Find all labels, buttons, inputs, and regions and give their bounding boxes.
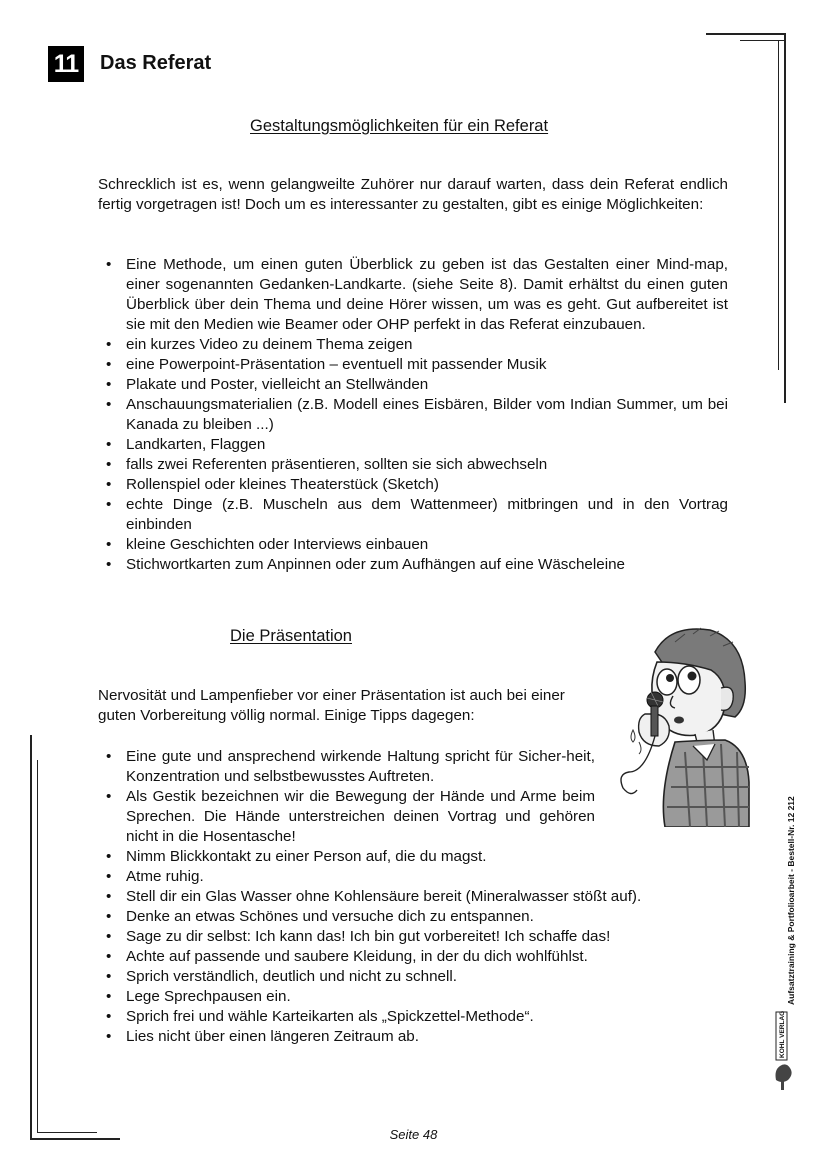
gestaltung-list-item-7: • falls zwei Referenten präsentieren, sollten sie sich abwechseln [98,455,728,475]
frame-left-vertical-line [30,735,32,1140]
tip-list-item-wide-10: • Lies nicht über einen längeren Zeitraum ab. [98,1027,718,1047]
gestaltung-list-item-2: • ein kurzes Video zu deinem Thema zeigen [98,335,728,355]
publisher-logo [772,1010,794,1094]
praesentation-intro-paragraph: Nervosität und Lampenfieber vor einer Präsentation ist auch bei einer guten Vorbereitung völlig normal. Einige Tipps dagegen: [98,687,565,724]
tip-list-item-wide-4: • Denke an etwas Schönes und versuche dich zu entspannen. [98,907,718,927]
page-number: Seite 48 [389,1127,438,1142]
tip-list-item-wide-3: • Stell dir ein Glas Wasser ohne Kohlensäure bereit (Mineralwasser stößt auf). [98,887,718,907]
gestaltung-list-item-1: • Eine Methode, um einen guten Überblick zu geben ist das Gestalten einer Mind-map, einer sogenannten Gedanken-Landkarte. (siehe Seite 8). Damit erhältst du einen guten Überblick über dein Thema und deine Hörer wissen, um was es geht. Gut aufbereitet ist sie mit den Medien wie Beamer oder OHP perfekt in das Referat einzubauen. [98,255,728,335]
gestaltung-bullet-list [98,255,728,575]
gestaltung-list-item-6: • Landkarten, Flaggen [98,435,728,455]
section-heading-praesentation: Die Präsentation [230,627,352,645]
frame-right-vertical-line [784,33,786,403]
chapter-number-badge: 11 [48,46,84,82]
frame-left-vertical-line-inner [37,760,38,1132]
tip-list-item-wide-6: • Achte auf passende und saubere Kleidung, in der du dich wohlfühlst. [98,947,718,967]
publisher-logo-text: KOHL VERLAG [779,1010,786,1058]
tips-bullet-list-narrow [98,747,595,847]
gestaltung-list-item-9: • echte Dinge (z.B. Muscheln aus dem Wattenmeer) mitbringen und in den Vortrag einbinden [98,495,728,535]
gestaltung-list-item-4: • Plakate und Poster, vielleicht an Stellwänden [98,375,728,395]
frame-top-right-line [706,33,786,35]
gestaltung-list-item-10: • kleine Geschichten oder Interviews einbauen [98,535,728,555]
tip-list-item-wide-1: • Nimm Blickkontakt zu einer Person auf, die du magst. [98,847,718,867]
tip-list-item-wide-7: • Sprich verständlich, deutlich und nicht zu schnell. [98,967,718,987]
section-intro-paragraph: Schrecklich ist es, wenn gelangweilte Zuhörer nur darauf warten, dass dein Referat endlich fertig vorgetragen ist! Doch um es interessanter zu gestalten, gibt es einige Möglichkeiten: [98,176,728,213]
sidebar-order-number: Aufsatztraining & Portfolioarbeit - Bestell-Nr. 12 212 [786,796,796,1005]
tip-list-item-wide-2: • Atme ruhig. [98,867,718,887]
tip-list-item-2: • Als Gestik bezeichnen wir die Bewegung der Hände und Arme beim Sprechen. Die Hände unterstreichen deinen Vortrag und gehören nicht in die Hosentasche! [98,787,595,847]
tips-bullet-list-wide [98,847,718,1047]
tip-list-item-wide-5: • Sage zu dir selbst: Ich kann das! Ich bin gut vorbereitet! Ich schaffe das! [98,927,718,947]
section-heading-gestaltung: Gestaltungsmöglichkeiten für ein Referat [250,117,549,135]
nervous-speaker-illustration [615,622,750,827]
gestaltung-list-item-3: • eine Powerpoint-Präsentation – eventuell mit passender Musik [98,355,728,375]
tip-list-item-wide-9: • Sprich frei und wähle Karteikarten als „Spickzettel-Methode“. [98,1007,718,1027]
frame-right-vertical-line-inner [778,40,779,370]
tip-list-item-wide-8: • Lege Sprechpausen ein. [98,987,718,1007]
gestaltung-list-item-5: • Anschauungsmaterialien (z.B. Modell eines Eisbären, Bilder vom Indian Summer, um bei Kanada zu bleiben ...) [98,395,728,435]
gestaltung-list-item-11: • Stichwortkarten zum Anpinnen oder zum Aufhängen auf eine Wäscheleine [98,555,728,575]
chapter-title: Das Referat [100,52,212,74]
tip-list-item-1: • Eine gute und ansprechend wirkende Haltung spricht für Sicher-heit, Konzentration und selbstbewusstes Auftreten. [98,747,595,787]
gestaltung-list-item-8: • Rollenspiel oder kleines Theaterstück (Sketch) [98,475,728,495]
